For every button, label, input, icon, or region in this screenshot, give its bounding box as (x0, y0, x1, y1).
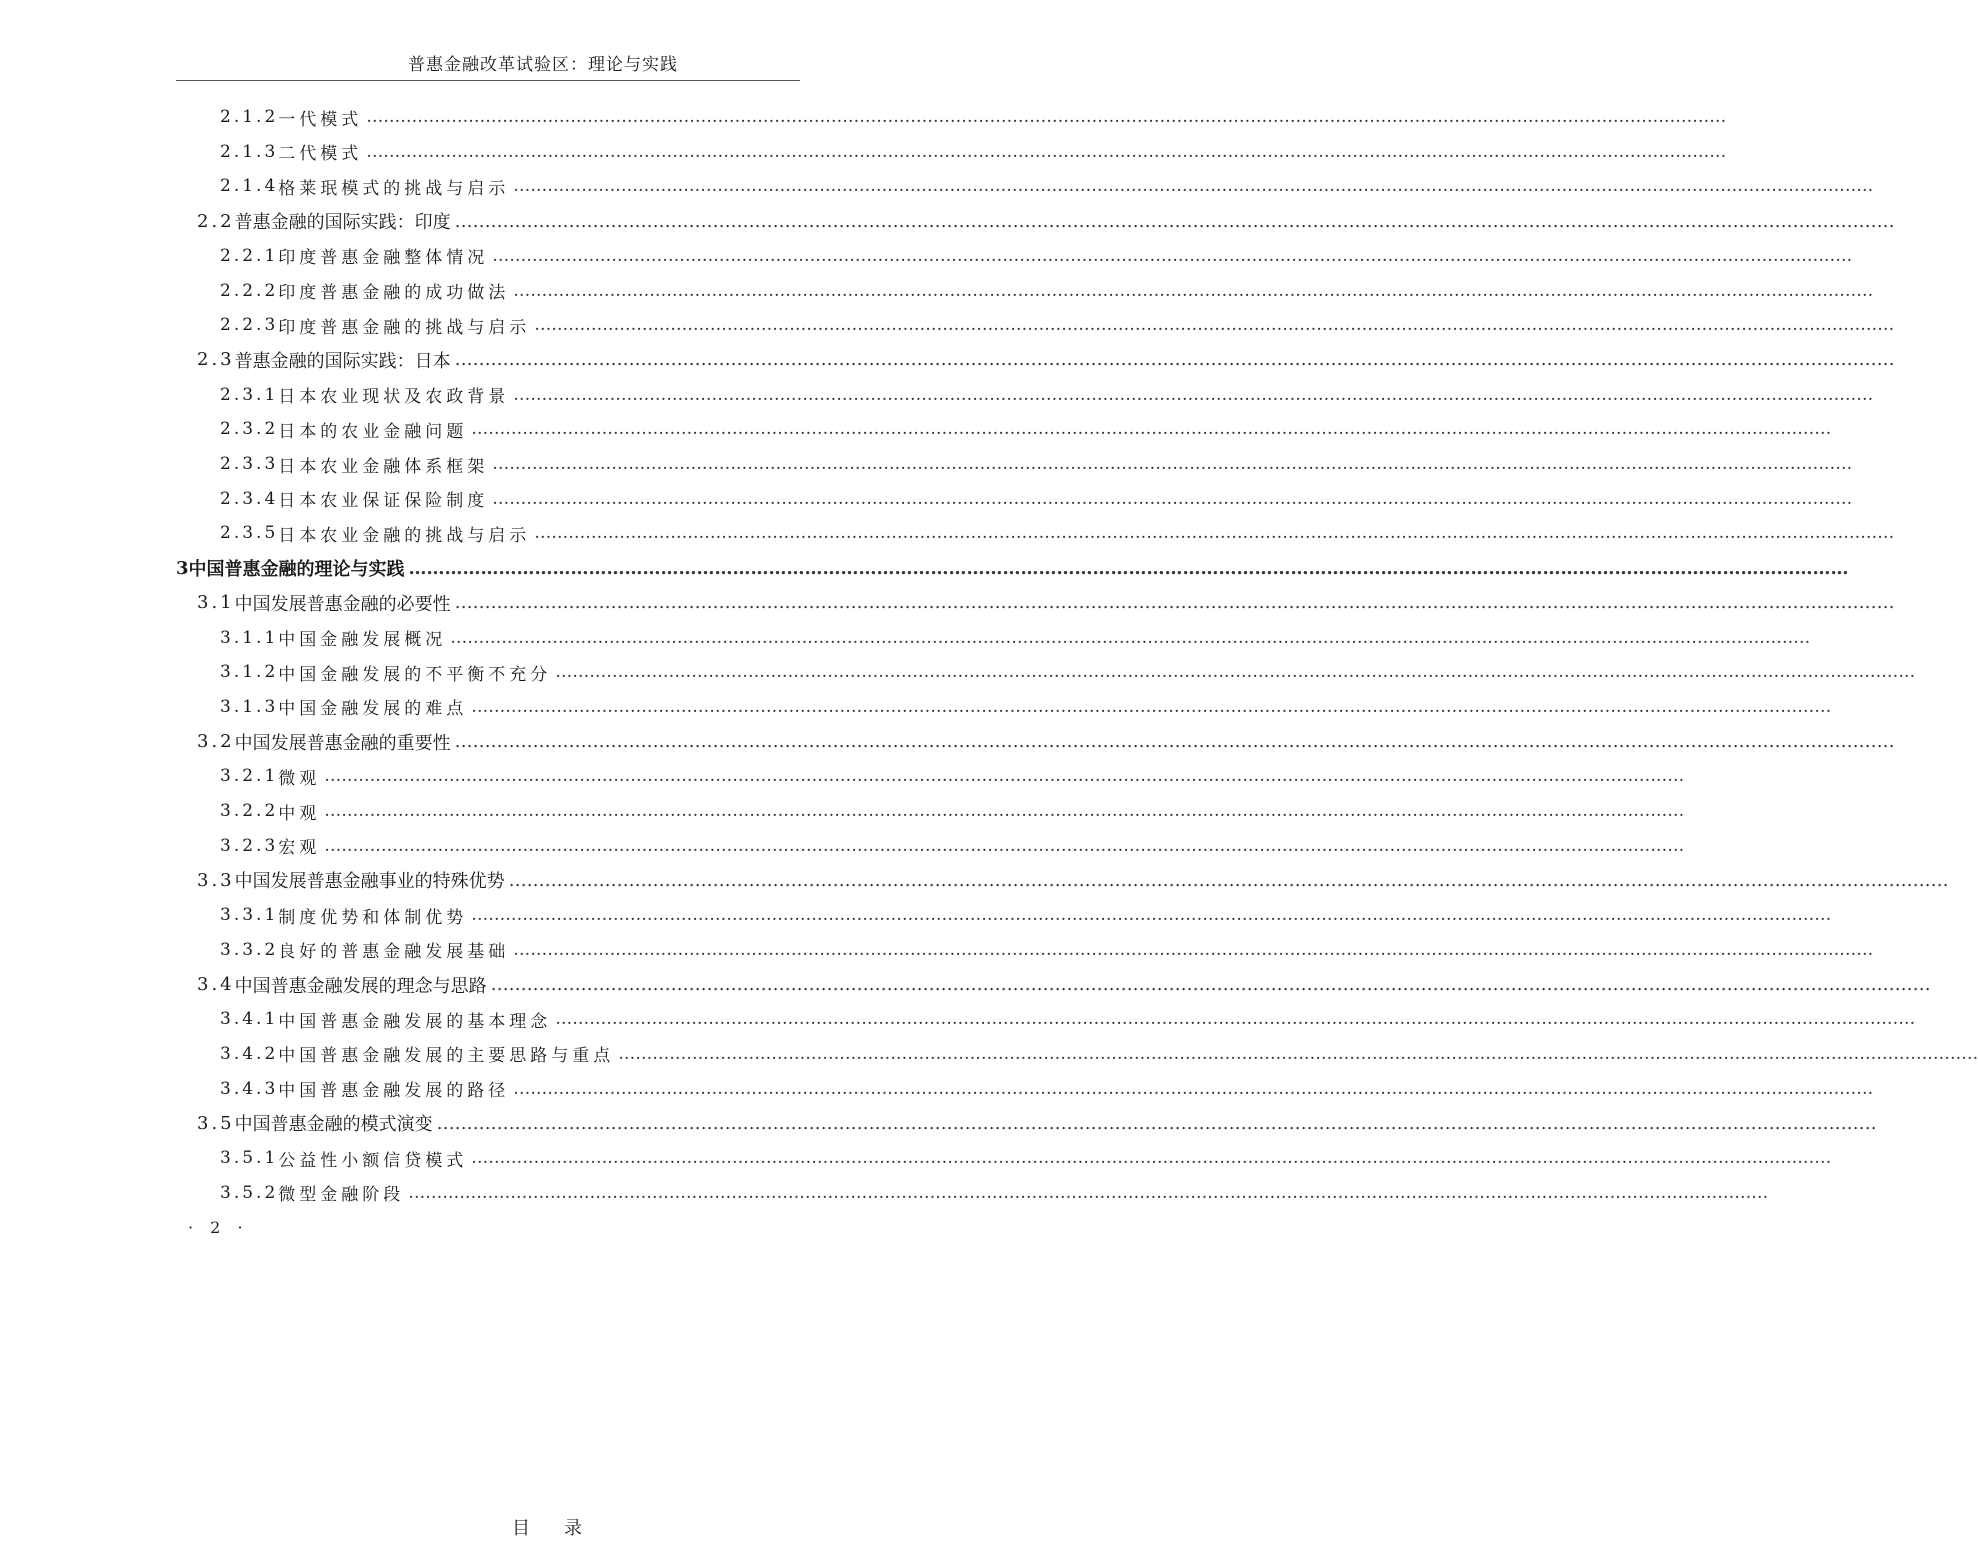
toc-dot-leader: …………………………………………………………………………………………………………………………………………………………………………………………………………………… (408, 557, 1849, 579)
toc-entry[interactable] (220, 484, 1853, 514)
toc-entry-number: 3.5.1 (220, 1148, 279, 1168)
toc-entry-title: 日本农业金融的挑战与启示 (278, 525, 531, 546)
toc-entry[interactable] (220, 380, 1874, 410)
toc-entry[interactable] (220, 935, 1874, 965)
toc-entry-title: 微型金融阶段 (278, 1185, 405, 1206)
toc-entry-number: 3.1.1 (220, 627, 279, 648)
toc-entry-number: 2.3.2 (220, 419, 279, 440)
toc-entry[interactable] (220, 276, 1874, 306)
toc-dot-leader: …………………………………………………………………………………………………………………………………………………………………………………………………………………… (534, 315, 1895, 336)
toc-entry-number: 2.3 (197, 349, 235, 371)
toc-dot-leader: …………………………………………………………………………………………………………………………………………………………………………………………………………………… (324, 801, 1685, 821)
toc-entry-title: 印度普惠金融的挑战与启示 (278, 317, 531, 338)
toc-entry-number: 2.3.4 (220, 488, 279, 509)
toc-dot-leader: …………………………………………………………………………………………………………………………………………………………………………………………………………………… (454, 349, 1895, 371)
toc-dot-leader: …………………………………………………………………………………………………………………………………………………………………………………………………………………… (471, 905, 1832, 926)
toc-entry-number: 3.1 (197, 592, 235, 614)
toc-entry-title: 中国金融发展概况 (278, 630, 447, 650)
toc-entry-title: 制度优势和体制优势 (278, 907, 468, 928)
toc-entry-title: 中国金融发展的不平衡不充分 (278, 664, 552, 685)
toc-entry-number: 3.2.1 (220, 766, 279, 787)
toc-dot-leader: …………………………………………………………………………………………………………………………………………………………………………………………………………………… (513, 939, 1874, 960)
toc-entry[interactable] (197, 1108, 1877, 1138)
toc-entry[interactable] (220, 449, 1853, 479)
toc-dot-leader: …………………………………………………………………………………………………………………………………………………………………………………………………………………… (454, 731, 1895, 753)
toc-entry[interactable] (220, 1143, 1832, 1173)
toc-dot-leader: …………………………………………………………………………………………………………………………………………………………………………………………………………………… (324, 835, 1685, 856)
toc-entry[interactable] (197, 588, 1895, 618)
toc-dot-leader: …………………………………………………………………………………………………………………………………………………………………………………………………………………… (471, 419, 1832, 440)
toc-entry-title: 中国发展普惠金融的重要性 (234, 732, 451, 754)
toc-dot-leader: …………………………………………………………………………………………………………………………………………………………………………………………………………………… (555, 662, 1916, 683)
toc-entry[interactable] (220, 796, 1685, 826)
toc-entry-title: 中国金融发展的难点 (278, 699, 468, 720)
toc-entry-title: 中国普惠金融发展的理念与思路 (234, 975, 487, 997)
toc-entry[interactable] (220, 1039, 1978, 1069)
toc-entry-number: 2.3.3 (220, 454, 279, 474)
toc-entry[interactable] (220, 657, 1916, 687)
section-label: 目录 (512, 1518, 616, 1539)
toc-entry[interactable] (220, 171, 1874, 201)
toc-entry[interactable] (220, 1074, 1874, 1104)
toc-entry-number: 3.4 (197, 974, 235, 995)
toc-entry-number: 3.4.3 (220, 1078, 279, 1099)
toc-entry-number: 3 (176, 557, 189, 579)
toc-entry-title: 中观 (278, 803, 321, 824)
toc-entry-title: 中国发展普惠金融的必要性 (234, 593, 451, 615)
toc-entry-title: 普惠金融的国际实践：印度 (234, 212, 451, 234)
toc-entry[interactable] (220, 518, 1895, 548)
toc-dot-leader: …………………………………………………………………………………………………………………………………………………………………………………………………………………… (490, 974, 1931, 995)
toc-entry-title: 中国普惠金融的理论与实践 (188, 559, 405, 581)
header-divider (176, 80, 800, 81)
toc-entry[interactable] (220, 310, 1895, 340)
toc-dot-leader: …………………………………………………………………………………………………………………………………………………………………………………………………………………… (454, 210, 1895, 232)
page-number: · 2 · (188, 1218, 249, 1237)
toc-entry[interactable] (220, 137, 1727, 167)
toc-entry-number: 2.2 (197, 210, 235, 232)
toc-entry-title: 印度普惠金融整体情况 (278, 248, 489, 269)
toc-entry[interactable] (197, 865, 1949, 895)
toc-entry-title: 公益性小额信贷模式 (278, 1150, 468, 1171)
toc-dot-leader: …………………………………………………………………………………………………………………………………………………………………………………………………………………… (454, 592, 1895, 614)
toc-entry-number: 2.3.5 (220, 523, 279, 544)
toc-entry-number: 3.3 (197, 869, 235, 891)
toc-entry[interactable] (197, 206, 1895, 236)
toc-entry[interactable] (220, 1178, 1769, 1208)
toc-entry-title: 中国普惠金融发展的基本理念 (278, 1011, 552, 1032)
toc-entry-title: 中国普惠金融发展的路径 (278, 1081, 510, 1102)
toc-entry-title: 微观 (278, 768, 321, 789)
toc-entry-number: 3.4.1 (220, 1009, 279, 1030)
toc-entry-number: 3.3.2 (220, 939, 279, 960)
toc-entry-title: 格莱珉模式的挑战与启示 (278, 178, 510, 199)
toc-entry-number: 3.2.2 (220, 801, 279, 821)
toc-dot-leader: …………………………………………………………………………………………………………………………………………………………………………………………………………………… (366, 141, 1727, 162)
toc-entry-title: 二代模式 (278, 144, 363, 165)
toc-entry-number: 3.2 (197, 731, 235, 753)
toc-entry[interactable] (220, 414, 1832, 444)
toc-dot-leader: …………………………………………………………………………………………………………………………………………………………………………………………………………………… (408, 1182, 1769, 1203)
toc-entry-number: 2.2.3 (220, 315, 279, 336)
toc-entry-title: 印度普惠金融的成功做法 (278, 283, 510, 303)
toc-entry-number: 2.1.2 (220, 107, 279, 127)
toc-dot-leader: …………………………………………………………………………………………………………………………………………………………………………………………………………………… (450, 627, 1811, 648)
toc-entry[interactable] (220, 692, 1832, 722)
toc-dot-leader: …………………………………………………………………………………………………………………………………………………………………………………………………………………… (513, 384, 1874, 405)
toc-entry[interactable] (197, 970, 1931, 1000)
toc-entry-number: 3.3.1 (220, 905, 279, 926)
toc-entry[interactable] (220, 623, 1811, 653)
toc-dot-leader: …………………………………………………………………………………………………………………………………………………………………………………………………………………… (492, 245, 1853, 266)
toc-entry-title: 中国普惠金融发展的主要思路与重点 (278, 1046, 615, 1067)
toc-entry-title: 中国发展普惠金融事业的特殊优势 (234, 871, 505, 893)
toc-entry[interactable] (220, 761, 1685, 791)
toc-entry[interactable] (197, 727, 1895, 757)
toc-dot-leader: …………………………………………………………………………………………………………………………………………………………………………………………………………………… (436, 1112, 1877, 1134)
toc-entry[interactable] (220, 102, 1727, 132)
toc-entry-number: 2.1.4 (220, 176, 279, 197)
toc-entry-number: 3.1.3 (220, 696, 279, 717)
toc-entry-title: 日本农业金融体系框架 (278, 456, 489, 477)
toc-dot-leader: …………………………………………………………………………………………………………………………………………………………………………………………………………………… (471, 696, 1832, 717)
toc-entry-number: 2.2.2 (220, 280, 279, 301)
toc-entry-number: 3.1.2 (220, 662, 279, 683)
toc-dot-leader: …………………………………………………………………………………………………………………………………………………………………………………………………………………… (513, 280, 1874, 301)
toc-entry-number: 3.4.2 (220, 1043, 279, 1064)
toc-entry[interactable] (220, 241, 1853, 271)
toc-entry-title: 一代模式 (278, 109, 363, 130)
toc-entry-title: 日本农业保证保险制度 (278, 491, 489, 512)
toc-entry-number: 3.2.3 (220, 835, 279, 856)
toc-dot-leader: …………………………………………………………………………………………………………………………………………………………………………………………………………………… (555, 1009, 1916, 1030)
toc-entry[interactable] (220, 831, 1685, 861)
toc-entry-title: 普惠金融的国际实践：日本 (234, 350, 451, 372)
toc-entry-number: 2.1.3 (220, 141, 279, 162)
toc-dot-leader: …………………………………………………………………………………………………………………………………………………………………………………………………………………… (513, 1078, 1874, 1099)
toc-entry-title: 日本农业现状及农政背景 (278, 387, 510, 408)
toc-entry[interactable] (176, 553, 1849, 583)
toc-entry-title: 良好的普惠金融发展基础 (278, 942, 510, 963)
toc-dot-leader: …………………………………………………………………………………………………………………………………………………………………………………………………………………… (618, 1043, 1978, 1064)
toc-dot-leader: …………………………………………………………………………………………………………………………………………………………………………………………………………………… (324, 766, 1685, 787)
toc-dot-leader: …………………………………………………………………………………………………………………………………………………………………………………………………………………… (534, 523, 1895, 544)
toc-entry-title: 中国普惠金融的模式演变 (234, 1114, 433, 1136)
toc-entry-number: 3.5 (197, 1112, 235, 1134)
toc-entry-title: 宏观 (278, 838, 321, 859)
toc-dot-leader: …………………………………………………………………………………………………………………………………………………………………………………………………………………… (492, 454, 1853, 474)
toc-dot-leader: …………………………………………………………………………………………………………………………………………………………………………………………………………………… (508, 869, 1949, 891)
toc-dot-leader: …………………………………………………………………………………………………………………………………………………………………………………………………………………… (366, 107, 1727, 127)
toc-dot-leader: …………………………………………………………………………………………………………………………………………………………………………………………………………………… (492, 488, 1853, 509)
toc-entry[interactable] (220, 900, 1832, 930)
toc-entry-number: 2.2.1 (220, 245, 279, 266)
toc-dot-leader: …………………………………………………………………………………………………………………………………………………………………………………………………………………… (471, 1148, 1832, 1168)
running-header-title: 普惠金融改革试验区：理论与实践 (408, 55, 678, 75)
toc-entry-number: 2.3.1 (220, 384, 279, 405)
toc-entry[interactable] (220, 1004, 1916, 1034)
toc-entry-title: 日本的农业金融问题 (278, 421, 468, 442)
toc-dot-leader: …………………………………………………………………………………………………………………………………………………………………………………………………………………… (513, 176, 1874, 197)
toc-entry-number: 3.5.2 (220, 1182, 279, 1203)
toc-entry[interactable] (197, 345, 1895, 375)
